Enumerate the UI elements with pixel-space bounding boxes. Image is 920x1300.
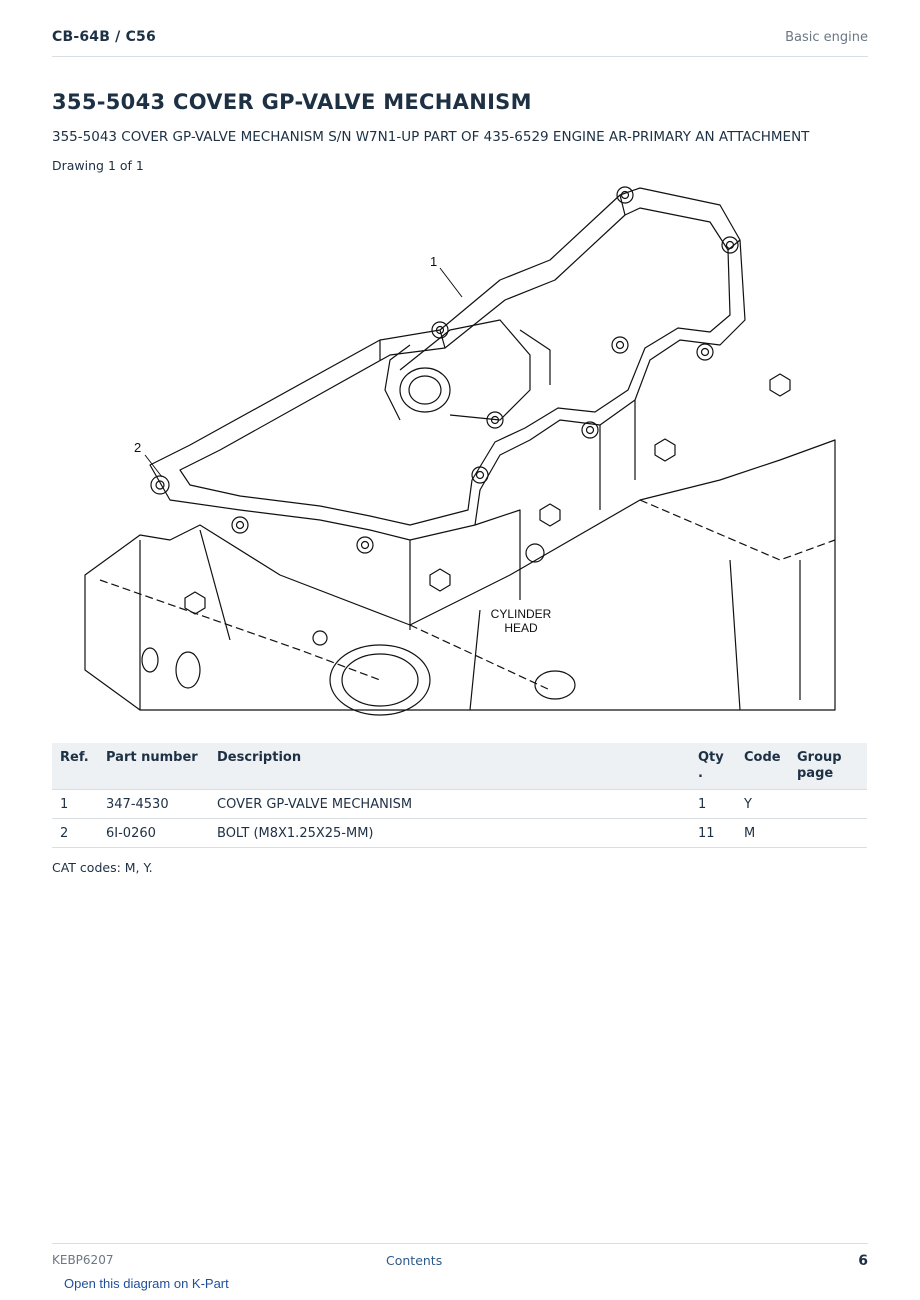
code-cell: M xyxy=(736,819,789,848)
col-code: Code xyxy=(736,743,789,790)
section-name: Basic engine xyxy=(785,30,868,45)
qty-cell: 1 xyxy=(690,790,736,819)
page-title: 355-5043 COVER GP-VALVE MECHANISM xyxy=(52,90,532,114)
document-id: KEBP6207 xyxy=(52,1253,114,1267)
ref-cell: 1 xyxy=(52,790,98,819)
callout-2-leader xyxy=(145,455,162,477)
page-header xyxy=(52,28,868,57)
kpart-diagram-link[interactable]: Open this diagram on K-Part xyxy=(64,1276,229,1291)
valve-cover-outline xyxy=(150,188,745,540)
document-path: CB-64B / C56 xyxy=(52,29,156,45)
block-dashed-edge xyxy=(100,500,835,690)
head-bolts xyxy=(185,374,790,614)
engine-block-outline xyxy=(85,440,835,710)
table-header-row xyxy=(52,743,867,790)
page-number: 6 xyxy=(858,1253,868,1269)
cylinder-head-lobe xyxy=(410,400,635,630)
group-page-cell xyxy=(789,819,867,848)
cylinder-head-label-line2: HEAD xyxy=(504,621,538,635)
page-subtitle: 355-5043 COVER GP-VALVE MECHANISM S/N W7N1-UP PART OF 435-6529 ENGINE AR-PRIMARY AN ATTACHMENT xyxy=(52,129,810,145)
col-description: Description xyxy=(209,743,690,790)
valve-cover-drawing xyxy=(80,180,840,720)
breather-outlet xyxy=(400,368,450,412)
col-part-number: Part number xyxy=(98,743,209,790)
table-row xyxy=(52,790,867,819)
part-number-cell: 6I-0260 xyxy=(98,819,209,848)
description-cell: BOLT (M8X1.25X25-MM) xyxy=(209,819,690,848)
part-number-cell: 347-4530 xyxy=(98,790,209,819)
table-row xyxy=(52,819,867,848)
parts-table xyxy=(52,743,867,848)
block-inner-line xyxy=(140,530,800,710)
ref-cell: 2 xyxy=(52,819,98,848)
callout-2: 2 xyxy=(134,440,142,455)
col-group-page: Group page xyxy=(789,743,867,790)
group-page-cell xyxy=(789,790,867,819)
callout-1-leader xyxy=(440,268,462,297)
qty-cell: 11 xyxy=(690,819,736,848)
callout-1: 1 xyxy=(430,254,438,269)
contents-link[interactable]: Contents xyxy=(386,1253,443,1268)
col-ref: Ref. xyxy=(52,743,98,790)
drawing-counter: Drawing 1 of 1 xyxy=(52,158,144,173)
code-cell: Y xyxy=(736,790,789,819)
breather-body xyxy=(400,320,530,420)
page-footer xyxy=(52,1243,868,1274)
parts-diagram xyxy=(80,180,840,720)
cylinder-head-label-line1: CYLINDER xyxy=(490,607,552,621)
col-qty: Qty . xyxy=(690,743,736,790)
description-cell: COVER GP-VALVE MECHANISM xyxy=(209,790,690,819)
cat-codes-note: CAT codes: M, Y. xyxy=(52,860,153,875)
